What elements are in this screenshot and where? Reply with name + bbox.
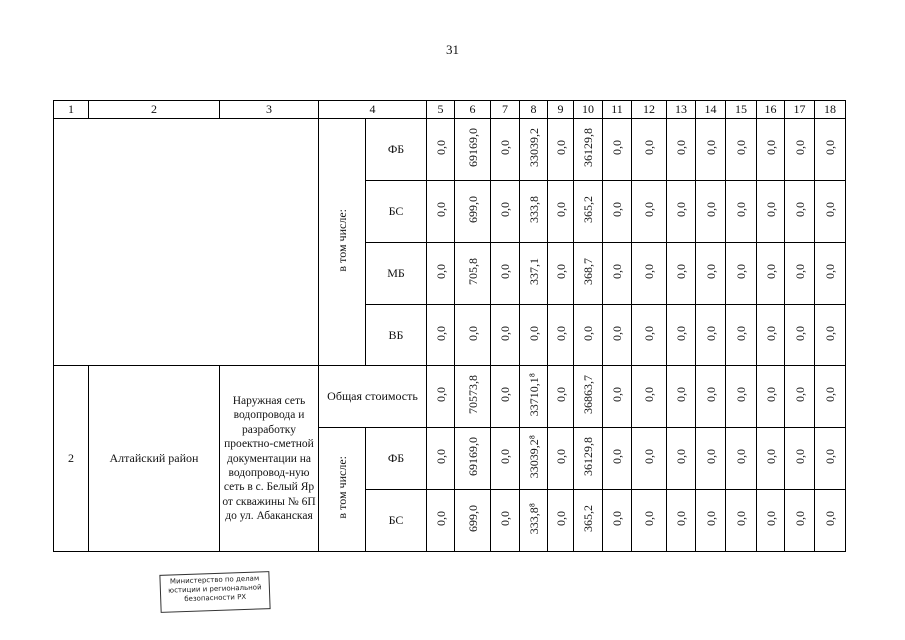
- value-cell-text: 0,0: [642, 263, 656, 279]
- value-cell: [603, 181, 632, 243]
- value-cell: [574, 304, 603, 366]
- column-header: 10: [574, 101, 603, 119]
- value-cell: [427, 428, 455, 490]
- value-cell-text: 36129,8: [581, 128, 595, 168]
- value-cell: [726, 428, 757, 490]
- value-cell-text: 0,0: [553, 140, 568, 156]
- value-cell: [455, 366, 491, 428]
- value-cell: [520, 304, 548, 366]
- value-cell-text: 337,1: [526, 257, 541, 285]
- value-cell-text: 0,0: [526, 325, 541, 341]
- column-header: 7: [491, 101, 520, 119]
- value-cell: [757, 119, 785, 181]
- value-cell-text: 0,0: [703, 140, 718, 156]
- value-cell-text: 0,0: [703, 201, 718, 217]
- value-cell: [726, 119, 757, 181]
- row-label: ФБ: [366, 428, 427, 490]
- value-cell-text: 69169,0: [465, 128, 480, 168]
- budget-table: [53, 100, 846, 552]
- value-cell-text: 0,0: [642, 201, 656, 217]
- value-cell-text: 0,0: [642, 387, 656, 403]
- value-cell-text: 0,0: [610, 449, 624, 465]
- value-cell-text: 0,0: [823, 201, 837, 217]
- project-description: Наружная сеть водопровода и разработку проектно-сметной документации на водопровод-ную сеть в с. Белый Яр от скважины № 6П до ул. Абаканская: [220, 366, 319, 552]
- value-cell: [632, 490, 667, 552]
- value-cell: [427, 119, 455, 181]
- value-cell: [667, 304, 696, 366]
- value-cell: [520, 490, 548, 552]
- column-header: 5: [427, 101, 455, 119]
- value-cell: [455, 428, 491, 490]
- value-cell-text: 0,0: [763, 140, 778, 156]
- value-cell-text: 365,2: [581, 195, 595, 223]
- value-cell-text: 0,0: [433, 511, 448, 527]
- value-cell: [726, 490, 757, 552]
- value-cell: [574, 428, 603, 490]
- value-cell: [603, 366, 632, 428]
- value-cell: [815, 366, 846, 428]
- value-cell-text: 0,0: [734, 263, 748, 279]
- value-cell-text: 0,0: [763, 263, 778, 279]
- value-cell-text: 0,0: [433, 325, 448, 341]
- value-cell-text: 0,0: [433, 449, 448, 465]
- value-cell-text: 0,0: [792, 263, 807, 279]
- value-cell-text: 0,0: [674, 201, 688, 217]
- column-header: 17: [785, 101, 815, 119]
- value-cell: [726, 304, 757, 366]
- value-cell: [667, 428, 696, 490]
- page-number: 31: [446, 42, 459, 57]
- value-cell: [455, 490, 491, 552]
- value-cell-text: 0,0: [763, 449, 778, 465]
- value-cell: [427, 304, 455, 366]
- value-cell-text: 0,0: [763, 201, 778, 217]
- column-header: 14: [696, 101, 726, 119]
- value-cell-text: 0,0: [498, 387, 512, 403]
- column-header: 9: [548, 101, 574, 119]
- value-cell-text: 0,0: [823, 325, 837, 341]
- value-cell: [491, 181, 520, 243]
- value-cell: [603, 428, 632, 490]
- value-cell: [574, 242, 603, 304]
- value-cell: [785, 304, 815, 366]
- column-header: 4: [319, 101, 427, 119]
- column-header: 18: [815, 101, 846, 119]
- value-cell: [757, 242, 785, 304]
- value-cell: [548, 119, 574, 181]
- value-cell: [757, 304, 785, 366]
- value-cell-text: 0,0: [792, 511, 807, 527]
- value-cell-text: 0,0: [642, 140, 656, 156]
- value-cell-text: 0,0: [792, 201, 807, 217]
- value-cell-text: 0,0: [610, 511, 624, 527]
- value-cell: [632, 366, 667, 428]
- value-cell-text: 0,0: [823, 511, 837, 527]
- value-cell: [785, 119, 815, 181]
- value-cell: [632, 304, 667, 366]
- value-cell: [696, 490, 726, 552]
- value-cell-text: 0,0: [734, 387, 748, 403]
- value-cell-text: 0,0: [610, 140, 624, 156]
- row-label: МБ: [366, 242, 427, 304]
- value-cell-text: 0,0: [498, 263, 512, 279]
- value-cell-text: 0,0: [465, 325, 480, 341]
- value-cell-text: 0,0: [823, 387, 837, 403]
- value-cell: [815, 304, 846, 366]
- value-cell: [455, 304, 491, 366]
- value-cell-text: 0,0: [703, 325, 718, 341]
- value-cell-text: 0,0: [703, 387, 718, 403]
- value-cell: [667, 119, 696, 181]
- value-cell: [491, 490, 520, 552]
- value-cell: [603, 304, 632, 366]
- value-cell-text: 0,0: [674, 263, 688, 279]
- value-cell: [574, 119, 603, 181]
- value-cell: [548, 428, 574, 490]
- value-cell-text: 0,0: [642, 325, 656, 341]
- stamp-line: Министерство по делам: [169, 574, 260, 586]
- group-label: [319, 428, 366, 552]
- column-header: 12: [632, 101, 667, 119]
- value-cell-text: 0,0: [674, 449, 688, 465]
- value-cell: [520, 181, 548, 243]
- value-cell: [427, 181, 455, 243]
- value-cell-text: 333,8⁸: [526, 502, 541, 535]
- value-cell: [726, 366, 757, 428]
- value-cell-text: 0,0: [433, 387, 448, 403]
- value-cell-text: 0,0: [763, 325, 778, 341]
- value-cell: [520, 366, 548, 428]
- value-cell: [785, 242, 815, 304]
- value-cell: [667, 181, 696, 243]
- value-cell: [520, 242, 548, 304]
- value-cell: [455, 242, 491, 304]
- stamp-line: юстиции и региональной: [168, 583, 262, 595]
- column-header: 3: [220, 101, 319, 119]
- value-cell-text: 33710,1⁸: [526, 373, 541, 417]
- value-cell: [696, 181, 726, 243]
- value-cell-text: 0,0: [674, 387, 688, 403]
- total-label: Общая стоимость: [319, 366, 427, 428]
- value-cell: [815, 181, 846, 243]
- value-cell: [603, 119, 632, 181]
- column-header: 6: [455, 101, 491, 119]
- value-cell: [603, 242, 632, 304]
- value-cell: [757, 366, 785, 428]
- item-number: 2: [54, 366, 89, 552]
- value-cell: [548, 490, 574, 552]
- value-cell-text: 0,0: [823, 263, 837, 279]
- value-cell: [632, 428, 667, 490]
- value-cell: [667, 366, 696, 428]
- value-cell: [574, 181, 603, 243]
- column-header: 8: [520, 101, 548, 119]
- value-cell: [632, 119, 667, 181]
- value-cell: [520, 119, 548, 181]
- value-cell: [632, 181, 667, 243]
- value-cell: [757, 490, 785, 552]
- value-cell-text: 0,0: [553, 201, 568, 217]
- group-label: [319, 119, 366, 366]
- value-cell: [696, 119, 726, 181]
- value-cell-text: 0,0: [792, 449, 807, 465]
- value-cell-text: 0,0: [553, 325, 568, 341]
- value-cell: [603, 490, 632, 552]
- value-cell-text: 70573,8: [465, 375, 480, 415]
- value-cell-text: 705,8: [465, 257, 480, 285]
- value-cell: [548, 242, 574, 304]
- value-cell: [815, 490, 846, 552]
- row-label: БС: [366, 181, 427, 243]
- value-cell: [427, 366, 455, 428]
- value-cell-text: 0,0: [642, 511, 656, 527]
- value-cell-text: 0,0: [553, 263, 568, 279]
- value-cell-text: 33039,2: [526, 128, 541, 168]
- value-cell-text: 0,0: [581, 325, 595, 341]
- value-cell-text: 0,0: [610, 263, 624, 279]
- value-cell: [455, 119, 491, 181]
- value-cell: [815, 119, 846, 181]
- header-row: [54, 101, 846, 119]
- group-label-text: в том числе:: [335, 209, 349, 272]
- value-cell-text: 0,0: [553, 449, 568, 465]
- empty-cell: [54, 119, 319, 366]
- value-cell: [757, 181, 785, 243]
- value-cell: [726, 181, 757, 243]
- value-cell-text: 0,0: [703, 511, 718, 527]
- value-cell-text: 0,0: [823, 449, 837, 465]
- value-cell: [548, 366, 574, 428]
- value-cell-text: 36129,8: [581, 437, 595, 477]
- value-cell: [548, 181, 574, 243]
- value-cell: [696, 242, 726, 304]
- value-cell: [491, 242, 520, 304]
- value-cell: [491, 304, 520, 366]
- value-cell: [455, 181, 491, 243]
- value-cell-text: 0,0: [792, 325, 807, 341]
- value-cell: [491, 428, 520, 490]
- value-cell: [785, 366, 815, 428]
- value-cell-text: 0,0: [792, 387, 807, 403]
- value-cell-text: 0,0: [553, 511, 568, 527]
- value-cell-text: 368,7: [581, 257, 595, 285]
- value-cell: [696, 428, 726, 490]
- value-cell: [574, 490, 603, 552]
- value-cell: [785, 181, 815, 243]
- value-cell-text: 0,0: [610, 325, 624, 341]
- value-cell-text: 0,0: [703, 449, 718, 465]
- row-label: ФБ: [366, 119, 427, 181]
- column-header: 15: [726, 101, 757, 119]
- value-cell: [491, 119, 520, 181]
- column-header: 11: [603, 101, 632, 119]
- value-cell-text: 365,2: [581, 505, 595, 533]
- value-cell-text: 0,0: [674, 511, 688, 527]
- column-header: 13: [667, 101, 696, 119]
- value-cell: [696, 366, 726, 428]
- table-row: [54, 366, 846, 428]
- value-cell-text: 0,0: [674, 140, 688, 156]
- value-cell-text: 0,0: [553, 387, 568, 403]
- value-cell-text: 0,0: [792, 140, 807, 156]
- value-cell-text: 0,0: [498, 325, 512, 341]
- value-cell-text: 0,0: [734, 201, 748, 217]
- value-cell: [667, 242, 696, 304]
- registration-stamp: [159, 571, 270, 613]
- stamp-line: безопасности РХ: [184, 592, 247, 604]
- row-label: БС: [366, 490, 427, 552]
- value-cell: [574, 366, 603, 428]
- value-cell-text: 0,0: [433, 201, 448, 217]
- value-cell: [491, 366, 520, 428]
- value-cell-text: 0,0: [823, 140, 837, 156]
- value-cell-text: 0,0: [610, 387, 624, 403]
- value-cell-text: 33039,2⁸: [526, 435, 541, 479]
- column-header: 1: [54, 101, 89, 119]
- value-cell-text: 0,0: [763, 387, 778, 403]
- value-cell: [726, 242, 757, 304]
- value-cell-text: 0,0: [734, 511, 748, 527]
- value-cell-text: 0,0: [674, 325, 688, 341]
- value-cell: [757, 428, 785, 490]
- value-cell: [815, 428, 846, 490]
- value-cell-text: 0,0: [498, 449, 512, 465]
- district-name: Алтайский район: [89, 366, 220, 552]
- value-cell-text: 0,0: [734, 325, 748, 341]
- value-cell-text: 699,0: [465, 505, 480, 533]
- value-cell: [632, 242, 667, 304]
- value-cell-text: 699,0: [465, 195, 480, 223]
- value-cell-text: 0,0: [498, 201, 512, 217]
- value-cell: [815, 242, 846, 304]
- value-cell: [548, 304, 574, 366]
- value-cell-text: 0,0: [610, 201, 624, 217]
- value-cell-text: 0,0: [433, 140, 448, 156]
- value-cell: [427, 490, 455, 552]
- value-cell: [520, 428, 548, 490]
- value-cell-text: 0,0: [763, 511, 778, 527]
- value-cell-text: 69169,0: [465, 437, 480, 477]
- value-cell-text: 0,0: [433, 263, 448, 279]
- value-cell: [667, 490, 696, 552]
- value-cell-text: 0,0: [703, 263, 718, 279]
- value-cell-text: 36863,7: [581, 375, 595, 415]
- value-cell-text: 0,0: [734, 140, 748, 156]
- column-header: 16: [757, 101, 785, 119]
- value-cell-text: 0,0: [498, 511, 512, 527]
- value-cell-text: 333,8: [526, 195, 541, 223]
- value-cell-text: 0,0: [498, 140, 512, 156]
- value-cell-text: 0,0: [642, 449, 656, 465]
- value-cell: [785, 490, 815, 552]
- value-cell: [785, 428, 815, 490]
- table-row: [54, 119, 846, 181]
- group-label-text: в том числе:: [335, 456, 349, 519]
- value-cell: [696, 304, 726, 366]
- value-cell-text: 0,0: [734, 449, 748, 465]
- column-header: 2: [89, 101, 220, 119]
- row-label: ВБ: [366, 304, 427, 366]
- value-cell: [427, 242, 455, 304]
